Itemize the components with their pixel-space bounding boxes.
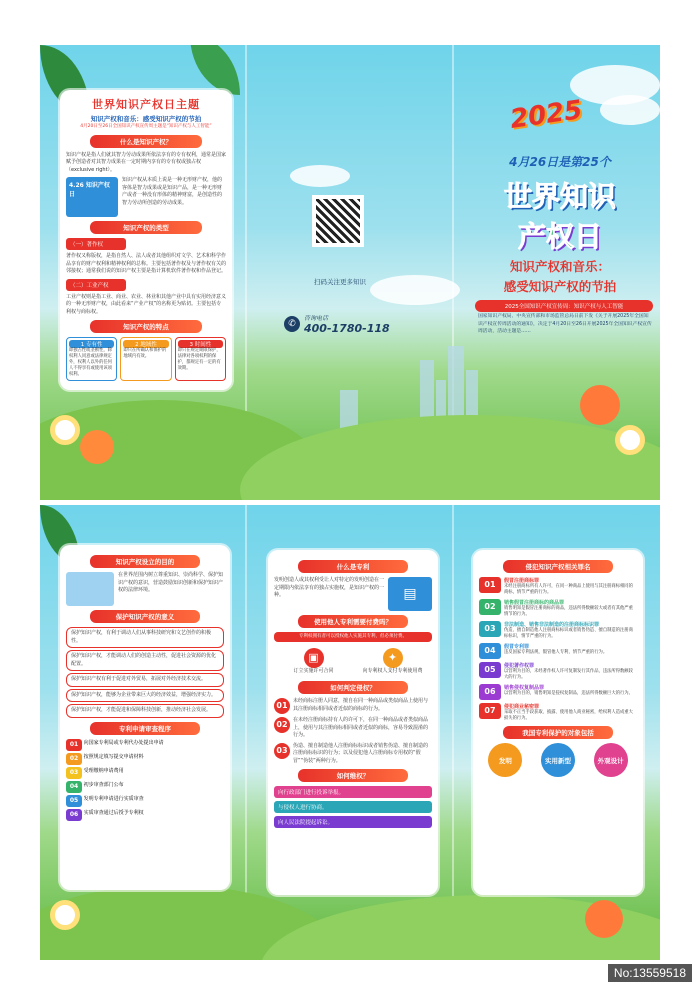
crime-number: 02: [479, 599, 501, 615]
crime-text: 以营利为目的，未经著作权人许可复制发行其作品，违法所得数额较大的行为。: [504, 669, 633, 680]
cloud: [290, 165, 350, 187]
object-badge: 实用新型: [541, 743, 575, 777]
crime-name: 假冒注册商标罪: [504, 578, 540, 584]
objects-title: 我国专利保护的对象包括: [503, 726, 614, 739]
what-is-ip-title: 什么是知识产权？: [90, 135, 202, 148]
judge-number: 01: [274, 698, 290, 714]
protect-title: 如何维权？: [298, 769, 409, 782]
hotline: [284, 313, 390, 335]
crime-name: 销售假冒注册商标的商品罪: [504, 600, 565, 606]
feature-label: 时间性: [194, 342, 212, 348]
step-text: 初步审查部门公布: [83, 781, 124, 788]
hotline-label: 咨询电话: [304, 315, 329, 322]
crime-text: 未经注册商标所有人许可，在同一种商品上使用与其注册商标相同的商标，情节严重的行为。: [504, 584, 633, 595]
ip-types-title: 知识产权的类型: [90, 221, 202, 234]
crime-text: 伪造、擅自制造他人注册商标标识或者销售伪造、擅自制造的注册商标标识，情节严重的行为。: [504, 628, 633, 639]
flower-decoration: [50, 415, 80, 445]
feature-text: 即只在所确认和保护的地域内有效。: [123, 348, 167, 359]
theme-note: 4月20日至26日全国知识产权宣传周主题是“知识产权与人工智能”: [80, 124, 212, 129]
meaning-item: 保护知识产权，有利于调动人们从事科技研究和文艺创作的积极性。: [66, 627, 224, 648]
protect-item: 向人民法院提起诉讼。: [274, 816, 432, 828]
step-text: 发明专利申请进行实质审查: [83, 795, 144, 802]
procedure-step: [66, 795, 224, 807]
feature-label: 专有性: [86, 342, 103, 348]
feature-text: 即只在规定期限保护，法律对各项权利的保护，都规定有一定的有效期。: [177, 348, 221, 371]
brochure-outside-sheet: [40, 45, 660, 500]
watermark-strip: [0, 962, 700, 985]
phone-icon: ✆: [284, 316, 300, 332]
cover-title-line2: 产权日: [517, 220, 602, 253]
hotline-number: 400-1780-118: [304, 322, 390, 335]
procedure-step: [66, 753, 224, 765]
object-badge: 发明: [488, 743, 522, 777]
procedure-step: [66, 767, 224, 779]
meaning-title: 保护知识产权的意义: [90, 610, 201, 623]
fee-title: 使用他人专利需要付费吗？: [298, 615, 409, 628]
crime-number: 05: [479, 662, 501, 678]
crime-number: 03: [479, 621, 501, 637]
feature-num: 3: [189, 342, 193, 348]
theme-heading: 世界知识产权日主题: [92, 98, 200, 111]
patent-card: [268, 550, 438, 895]
judge-title: 如何判定侵权？: [298, 681, 409, 694]
crime-item: [479, 621, 637, 640]
crime-text: 采取不正当手段获取、披露、使用他人商业秘密，给权利人造成重大损失的行为。: [504, 710, 633, 721]
judge-text: 伪造、擅自制造他人注册商标标识或者销售伪造、擅自制造的注册商标标识的行为；以及侵犯他人注册商标专用权的“假冒”“伪装”两种行为。: [293, 742, 429, 764]
step-number: 06: [66, 809, 82, 821]
type-industrial-label: （二）工业产权: [66, 279, 126, 291]
judge-number: 02: [274, 717, 290, 733]
step-text: 向国家专利局或专利代办处提出申请: [83, 739, 164, 746]
crimes-card: [473, 550, 643, 895]
date-badge: 4.26 知识产权日: [66, 177, 118, 217]
flower-decoration: [50, 900, 80, 930]
procedure-step: [66, 739, 224, 751]
briefcase-icon: ▣: [304, 648, 324, 668]
fold-line: [452, 505, 454, 960]
crime-text: 违反国家专利法规，假冒他人专利，情节严重的行为。: [504, 650, 608, 655]
qr-caption: 扫码关注更多知识: [314, 278, 366, 286]
meaning-item: 保护知识产权，才能调动人们的创造主动性，促进社会资源的优化配置。: [66, 650, 224, 671]
step-number: 01: [66, 739, 82, 751]
feature-num: 1: [80, 342, 85, 348]
step-number: 04: [66, 781, 82, 793]
patent-doc-icon: ▤: [388, 577, 432, 611]
feature-num: 2: [135, 342, 139, 348]
purpose-card: [60, 545, 230, 890]
brochure-inside-sheet: [40, 505, 660, 960]
what-is-ip-text-2: 知识产权从本质上说是一种无形财产权，他的客体是智力成果或是知识产品，是一种无形财产或者一种没有形体的精神财富，是创造性的智力劳动所创造的劳动成果。: [122, 177, 223, 206]
green-hill: [240, 415, 660, 500]
judge-item: [274, 717, 432, 740]
watermark-id: No:13559518: [608, 964, 692, 982]
protect-item: 与侵权人进行协商。: [274, 801, 432, 813]
meaning-item: 保护知识产权，才能促进和保障科技创新，推动经济社会发展。: [66, 704, 224, 718]
flower-decoration: [615, 425, 645, 455]
meaning-item: 保护知识产权有利于促进对外贸易，拓展对外经济技术交流。: [66, 673, 224, 687]
type-copyright-text: 著作权又称版权，是指自然人、法人或者其他组织对文学、艺术和科学作品享有的财产权利和精神权利的总称。主要包括著作权及与著作权有关的邻接权；通常我们说的知识产权主要是指计算机软件著作权和作品登记。: [66, 253, 227, 274]
crime-item: [479, 684, 637, 700]
feature-card: [120, 337, 171, 381]
crime-text: 销售明知是假冒注册商标的商品，违法所得数额较大或者有其他严重情节的行为。: [504, 606, 633, 617]
features-row: [66, 337, 226, 381]
ip-features-title: 知识产权的特点: [90, 320, 202, 333]
crime-text: 以营利为目的，销售明知是侵权复制品，违法所得数额巨大的行为。: [504, 691, 633, 696]
step-text: 按照规定填写提交申请材料: [83, 753, 144, 760]
feature-label: 地域性: [140, 342, 157, 348]
crime-item: [479, 662, 637, 681]
purpose-text: 在世界范围内树立尊重知识、崇尚科学、保护知识产权的意识，营造鼓励知识创新和保护知识产权的法律环境。: [118, 572, 224, 593]
purpose-title: 知识产权设立的目的: [90, 555, 201, 568]
judge-item: [274, 698, 432, 714]
cover-paragraph: 国家知识产权局、中央宣传部和市场监管总局日前下发《关于开展2025年全国知识产权宣传周活动的通知》，决定于4月20日至26日开展2025年全国知识产权宣传周活动，活动主题是……: [478, 314, 652, 334]
crime-number: 04: [479, 643, 501, 659]
step-number: 05: [66, 795, 82, 807]
judge-text: 未经商标注册人同意，擅自在同一种商品或类似商品上使用与其注册商标相同或者近似的商标的行为。: [293, 698, 429, 712]
fee-note: 专利权拥有者可以授权他人实施其专利，但必须付费。: [274, 632, 432, 642]
cover-title-line1: 世界知识: [503, 180, 616, 213]
crime-number: 07: [479, 703, 501, 719]
protect-item: 向行政部门进行投诉举报。: [274, 786, 432, 798]
crime-name: 非法制造、销售非法制造的注册商标标识罪: [504, 622, 600, 628]
patent-text: 发明创造人或其权利受让人对特定的发明创造在一定期限内依法享有的独占实施权，是知识产权的一种。: [274, 577, 385, 598]
type-copyright-label: （一）著作权: [66, 238, 126, 250]
crime-name: 侵犯著作权罪: [504, 663, 535, 669]
feature-card: [175, 337, 226, 381]
judge-item: [274, 743, 432, 766]
date-line: 4月26日是第25个: [509, 155, 611, 169]
procedure-step: [66, 781, 224, 793]
type-industrial-text: 工业产权则是指工业、商业、农业、林业和其他产业中具有实用经济意义的一种无形财产权，由此看来“产业产权”的名称更为贴切。主要包括专利权与商标权。: [66, 293, 227, 315]
flower-decoration: [580, 385, 620, 425]
crime-number: 01: [479, 577, 501, 593]
crime-item: [479, 643, 637, 659]
flower-decoration: [585, 900, 623, 938]
object-badge: 外观设计: [594, 743, 628, 777]
illustration-icon: [66, 572, 114, 606]
crime-name: 假冒专利罪: [504, 644, 530, 650]
crime-name: 销售侵权复制品罪: [504, 685, 545, 691]
step-text: 受理缴纳申请费用: [83, 767, 124, 774]
step-number: 03: [66, 767, 82, 779]
judge-number: 03: [274, 743, 290, 759]
feature-text: 即独占性或垄断性，除权利人同意或法律规定外，权利人以外的任何人不得享有或使用该项权利。: [69, 348, 112, 377]
theme-subtitle: 知识产权和音乐：感受知识产权的节拍: [90, 115, 202, 123]
qr-code[interactable]: [312, 195, 364, 247]
crime-number: 06: [479, 684, 501, 700]
judge-text: 在未经注册商标持有人的许可下，在同一种商品或者类似商品上，使用与其注册商标相同或者近似的商标，容易导致混淆的行为。: [293, 717, 429, 738]
meaning-item: 保护知识产权，能够为企业带来巨大的经济效益，增强经济实力。: [66, 689, 224, 703]
crime-item: [479, 703, 637, 722]
crime-name: 侵犯商业秘密罪: [504, 704, 540, 710]
feature-card: [66, 337, 117, 381]
crimes-title: 侵犯知识产权相关罪名: [503, 560, 614, 573]
fee-item-1: 订立实施许可合同: [293, 667, 334, 674]
fee-item-2: 向专利权人支付专利使用费: [362, 667, 423, 674]
what-is-ip-text: 知识产权是指人们就其智力劳动成果所依法享有的专有权利，通常是国家赋予创造者对其智力成果在一定时期内享有的专有权或独占权（exclusive right）。: [66, 151, 227, 173]
theme-card: [60, 90, 232, 390]
flower-decoration: [80, 430, 114, 464]
cover-theme-line2: 感受知识产权的节拍: [503, 279, 617, 294]
procedure-title: 专利申请审查程序: [90, 722, 201, 735]
crime-item: [479, 599, 637, 618]
crime-item: [479, 577, 637, 596]
cover-tag: 2025全国知识产权宣传周：知识产权与人工智能: [475, 300, 653, 312]
year-badge: 2025: [508, 95, 585, 135]
procedure-step: [66, 809, 224, 821]
patent-title: 什么是专利: [298, 560, 409, 573]
cloud: [600, 95, 660, 125]
lightbulb-icon: ✦: [383, 648, 403, 668]
cover-theme-line1: 知识产权和音乐：: [509, 259, 610, 274]
step-number: 02: [66, 753, 82, 765]
leaf-decoration: [190, 45, 240, 95]
step-text: 实质审查通过后授予专利权: [83, 809, 144, 816]
